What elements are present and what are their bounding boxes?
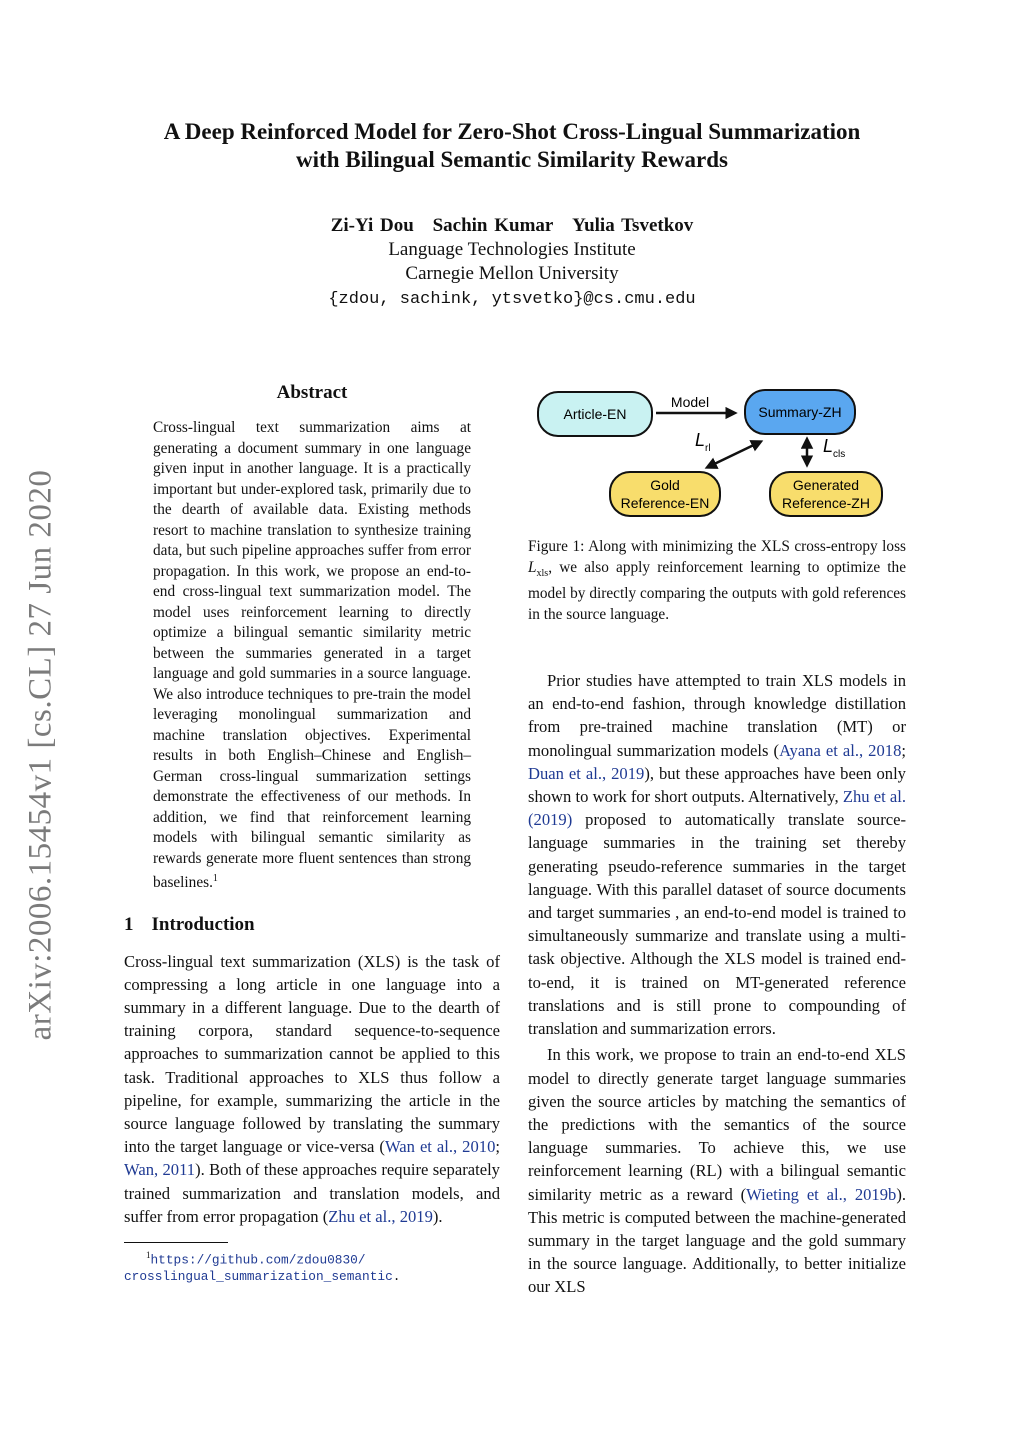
citation-link[interactable]: Duan et al., 2019 bbox=[528, 763, 645, 783]
intro-paragraph bbox=[124, 950, 500, 1228]
rl-loss-arrow bbox=[708, 442, 760, 467]
citation-link[interactable]: Zhu et al., 2019 bbox=[328, 1206, 433, 1226]
footnote bbox=[124, 1247, 500, 1285]
text-run: ). bbox=[432, 1206, 443, 1226]
citation-link[interactable]: Ayana et al., 2018 bbox=[779, 740, 902, 760]
text-run: Prior studies have attempted to train XLS models in an end-to-end fashion, through knowledge distillation from pre-trained machine translation (MT) or monolingual summarization models ( bbox=[528, 671, 906, 760]
cls-loss-sub: cls bbox=[833, 449, 846, 460]
generated-reference-label-2: Reference-ZH bbox=[782, 495, 870, 511]
text-run: In this work, we propose to train an end-to-end XLS model to directly generate target language summaries given the source articles by matching the semantics of the predictions with the semantics of the source language summaries. To achieve this, we use reinforcement learning (RL) with a bilingual semantic similarity metric as a reward ( bbox=[528, 1045, 906, 1204]
caption-math-symbol: L bbox=[528, 558, 537, 576]
paragraph-prior-studies bbox=[528, 669, 906, 1040]
abstract-body bbox=[153, 418, 471, 894]
author-emails: {zdou, sachink, ytsvetko}@cs.cmu.edu bbox=[328, 290, 696, 309]
summary-zh-label: Summary-ZH bbox=[758, 404, 842, 420]
footnote-url-part2[interactable]: crosslingual_summarization_semantic bbox=[124, 1269, 393, 1285]
rl-loss-L: L bbox=[695, 430, 706, 450]
section-title: Introduction bbox=[151, 913, 255, 935]
footnote-url-part1[interactable]: https://github.com/zdou0830/ bbox=[150, 1252, 366, 1268]
text-run: ). Both of these approaches require separately trained summarization and translation models, and suffer from error propagation ( bbox=[124, 1160, 500, 1226]
generated-reference-label-1: Generated bbox=[792, 477, 860, 493]
author-name: Sachin Kumar bbox=[432, 215, 554, 236]
figure-1-caption bbox=[528, 537, 906, 625]
cls-loss-symbol bbox=[823, 436, 845, 460]
right-body bbox=[528, 669, 906, 1298]
text-run: ; bbox=[901, 740, 906, 760]
author-block bbox=[0, 214, 1024, 312]
caption-math bbox=[528, 558, 549, 579]
gold-reference-label-1: Gold bbox=[650, 477, 680, 493]
model-arrow-label: Model bbox=[670, 394, 710, 410]
arxiv-stamp-text: arXiv:2006.15454v1 [cs.CL] 27 Jun 2020 bbox=[22, 469, 59, 1041]
figure-svg bbox=[528, 382, 906, 527]
rl-loss-sub: rl bbox=[705, 443, 711, 454]
abstract-text: Cross-lingual text summarization aims at generating a document summary in one language given input in another language. It is a practically important but under-explored task, primarily due to the dearth of available data. Existing methods resort to machine translation to synthesize training data, but such pipeline approaches suffer from error propagation. In this work, we propose an end-to-end cross-lingual text summarization model. The model uses reinforcement learning to directly optimize a bilingual semantic similarity metric between the summaries generated in a target language and gold summaries in a source language. We also introduce techniques to pre-train the model leveraging monolingual summarization and machine translation objectives. Experimental results in both English–Chinese and English–German cross-lingual summarization settings demonstrate the effectiveness of our methods. In addition, we find that reinforcement learning models with bilingual semantic similarity as rewards generate more fluent sentences than strong baselines. bbox=[153, 419, 471, 892]
author-name: Yulia Tsvetkov bbox=[572, 215, 694, 236]
affiliation-university: Carnegie Mellon University bbox=[405, 263, 619, 284]
text-run: ; bbox=[495, 1137, 500, 1157]
text-run: ). This metric is computed between the machine-generated summary in the target language and the gold summary in the source language. Additionally, to better initialize our XLS bbox=[528, 1184, 906, 1297]
abstract-heading: Abstract bbox=[276, 382, 348, 403]
section-number: 1 bbox=[124, 913, 134, 935]
citation-link[interactable]: Wan, 2011 bbox=[124, 1160, 196, 1180]
author-name: Zi-Yi Dou bbox=[330, 215, 414, 236]
text-run: Cross-lingual text summarization (XLS) is the task of compressing a long article in one language into a summary in a different language. Due to the dearth of training corpora, standard sequence-to-sequence approaches to summarization cannot be applied to this task. Traditional approaches to XLS thus follow a pipeline, for example, summarizing the article in the source language followed by translating the summary into the target language or vice-versa ( bbox=[124, 951, 500, 1157]
caption-math-sub: xls bbox=[536, 567, 549, 579]
citation-link[interactable]: Wieting et al., 2019b bbox=[746, 1184, 897, 1204]
left-column bbox=[124, 382, 500, 1285]
title-line-1: A Deep Reinforced Model for Zero-Shot Cross-Lingual Summarization bbox=[163, 119, 861, 144]
cls-loss-L: L bbox=[823, 436, 834, 456]
footnote-divider bbox=[124, 1242, 228, 1243]
gold-reference-label-2: Reference-EN bbox=[620, 495, 710, 511]
citation-link[interactable]: Wan et al., 2010 bbox=[384, 1137, 496, 1157]
section-heading-introduction bbox=[124, 914, 500, 936]
paper-title bbox=[0, 118, 1024, 174]
caption-text: , we also apply reinforcement learning to optimize the model by directly comparing the outputs with gold references in the source language. bbox=[528, 558, 906, 623]
text-run: proposed to automatically translate source-language summaries in the training set thereby generating pseudo-reference summaries in the target language. With this parallel dataset of source documents and target summaries , an end-to-end model is trained to simultaneously summarize and translate using a multi-task objective. Although the XLS model is trained end-to-end, it is trained on MT-generated reference translations and is still prone to compounding of translation and summarization errors. bbox=[528, 810, 906, 1039]
citation-link[interactable]: Zhu et al. (2019) bbox=[528, 787, 906, 830]
title-line-2: with Bilingual Semantic Similarity Rewards bbox=[296, 147, 728, 172]
author-names bbox=[0, 214, 1024, 238]
paragraph-this-work bbox=[528, 1043, 906, 1298]
arxiv-stamp bbox=[16, 455, 66, 1055]
article-en-label: Article-EN bbox=[563, 406, 627, 422]
rl-loss-symbol bbox=[695, 430, 711, 454]
figure-1-diagram bbox=[528, 382, 906, 527]
caption-text: Figure 1: Along with minimizing the XLS cross-entropy loss bbox=[528, 538, 906, 555]
text-run: ), but these approaches have been only shown to work for short outputs. Alternatively, bbox=[528, 763, 906, 807]
footnote-number: 1 bbox=[146, 1250, 151, 1261]
footnote-marker[interactable]: 1 bbox=[212, 873, 218, 884]
affiliation-institute: Language Technologies Institute bbox=[388, 239, 636, 260]
footnote-period: . bbox=[392, 1269, 401, 1285]
right-column bbox=[528, 382, 906, 1299]
